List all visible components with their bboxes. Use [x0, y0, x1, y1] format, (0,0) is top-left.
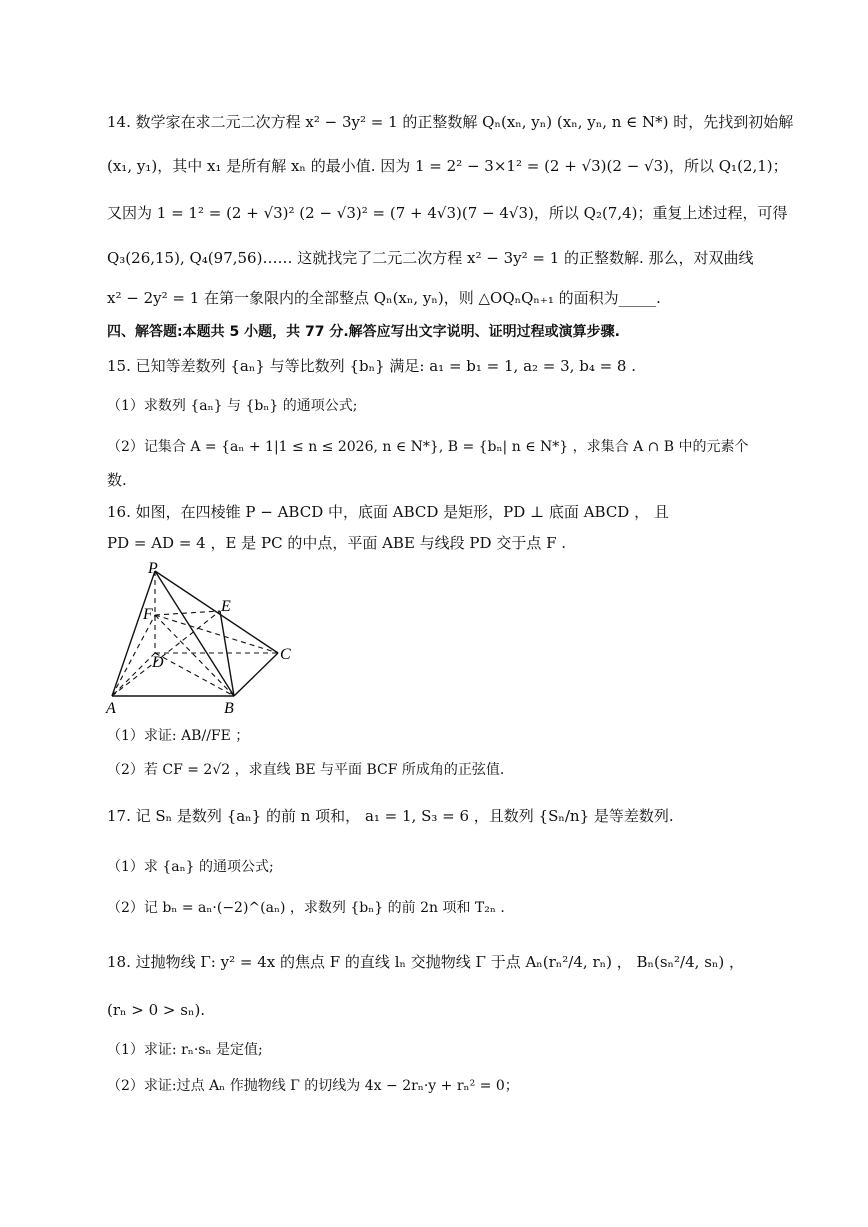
q18-stem-1: 18. 过抛物线 Γ: y² = 4x 的焦点 F 的直线 lₙ 交抛物线 Γ 于点 Aₙ(rₙ²/4, rₙ) ， Bₙ(sₙ²/4, sₙ) ，: [107, 953, 744, 971]
q14-line-4: Q₃(26,15), Q₄(97,56)…… 这就找完了二元二次方程 x² − 3y² = 1 的正整数解. 那么，对双曲线: [107, 249, 754, 267]
q16-stem-2: PD = AD = 4 ，E 是 PC 的中点，平面 ABE 与线段 PD 交于点 F .: [107, 534, 567, 552]
pyramid-figure: [100, 560, 300, 720]
label-P: P: [148, 560, 158, 577]
q16-stem-1: 16. 如图，在四棱锥 P − ABCD 中，底面 ABCD 是矩形，PD ⊥ 底面 ABCD ， 且: [107, 503, 669, 521]
q18-part2: （2）求证:过点 Aₙ 作抛物线 Γ 的切线为 4x − 2rₙ·y + rₙ² = 0；: [107, 1078, 519, 1094]
q14-line-2: (x₁, y₁)，其中 x₁ 是所有解 xₙ 的最小值. 因为 1 = 2² − 3×1² = (2 + √3)(2 − √3)，所以 Q₁(2,1)；: [107, 157, 788, 175]
label-B: B: [224, 700, 234, 717]
label-D: D: [152, 654, 164, 671]
q14-line-5: x² − 2y² = 1 在第一象限内的全部整点 Qₙ(xₙ, yₙ)，则 △OQₙQₙ₊₁ 的面积为_____.: [107, 289, 661, 307]
q15-part2-cont: 数.: [107, 471, 127, 489]
q18-stem-2: (rₙ > 0 > sₙ).: [107, 1001, 206, 1019]
q16-part2: （2）若 CF = 2√2 ，求直线 BE 与平面 BCF 所成角的正弦值.: [107, 762, 505, 778]
label-F: F: [143, 606, 153, 623]
q17-part2: （2）记 bₙ = aₙ·(−2)^(aₙ) ，求数列 {bₙ} 的前 2n 项和 T₂ₙ .: [107, 900, 505, 916]
q15-part2: （2）记集合 A = {aₙ + 1|1 ≤ n ≤ 2026, n ∈ N*}, B = {bₙ| n ∈ N*} ，求集合 A ∩ B 中的元素个: [107, 439, 749, 455]
label-E: E: [221, 598, 231, 615]
label-A: A: [106, 700, 116, 717]
section-heading: 四、解答题:本题共 5 小题，共 77 分.解答应写出文字说明、证明过程或演算步骤.: [107, 324, 620, 340]
q17-stem: 17. 记 Sₙ 是数列 {aₙ} 的前 n 项和， a₁ = 1, S₃ = 6 ，且数列 {Sₙ/n} 是等差数列.: [107, 807, 674, 825]
q18-part1: （1）求证: rₙ·sₙ 是定值;: [107, 1042, 263, 1058]
q17-part1: （1）求 {aₙ} 的通项公式;: [107, 859, 274, 875]
q14-line-3: 又因为 1 = 1² = (2 + √3)² (2 − √3)² = (7 + 4√3)(7 − 4√3)，所以 Q₂(7,4)；重复上述过程，可得: [107, 204, 788, 222]
q15-stem: 15. 已知等差数列 {aₙ} 与等比数列 {bₙ} 满足: a₁ = b₁ = 1, a₂ = 3, b₄ = 8 .: [107, 357, 637, 375]
label-C: C: [280, 646, 291, 663]
q15-part1: （1）求数列 {aₙ} 与 {bₙ} 的通项公式;: [107, 398, 358, 414]
q14-line-1: 14. 数学家在求二元二次方程 x² − 3y² = 1 的正整数解 Qₙ(xₙ, yₙ) (xₙ, yₙ, n ∈ N*) 时，先找到初始解: [107, 113, 794, 131]
q16-part1: （1）求证: AB//FE ；: [107, 728, 250, 744]
